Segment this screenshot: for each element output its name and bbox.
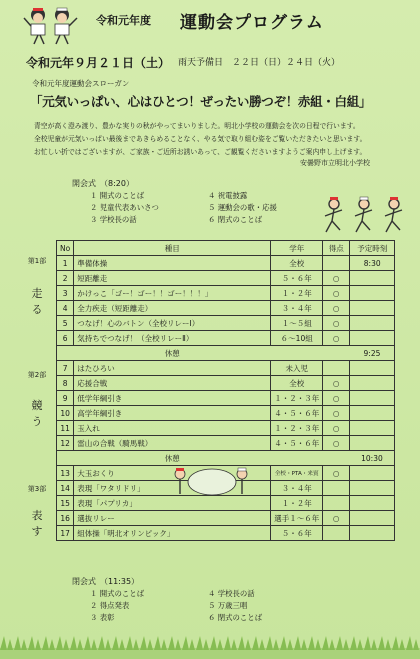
row-time [350,361,395,376]
row-time [350,421,395,436]
grass-tuft [392,636,405,650]
row-points: ○ [323,466,350,481]
break-no [57,451,74,466]
header-time: 予定時刻 [350,241,395,256]
row-grade: １・２・３年 [271,421,323,436]
row-no: 13 [57,466,74,481]
row-points: ○ [323,331,350,346]
row-grade: ５・６年 [271,526,323,541]
grass-tuft [42,636,55,650]
row-no: 4 [57,301,74,316]
break-no [57,346,74,361]
intro-line: 青空が高く澄み渡り、豊かな実りの秋がやってまいりました。明北小学校の運動会を次の日程で行います。 [34,122,360,130]
break-time: 9:25 [350,346,395,361]
row-points: ○ [323,301,350,316]
fiscal-year-label: 令和元年度 [96,14,151,27]
break-points [323,346,350,361]
row-time [350,286,395,301]
grass-tuft [126,636,139,650]
section-name-char: す [31,525,43,538]
row-points [323,361,350,376]
row-no: 11 [57,421,74,436]
row-points [323,256,350,271]
list-item: ３ 表彰 [90,613,115,622]
row-event: 組体操「明北オリンピック」 [74,526,271,541]
row-grade: ３・４年 [271,481,323,496]
grass-tuft [56,636,69,650]
table-row [57,391,395,406]
header-no: No [57,241,74,256]
list-item: ２ 児童代表あいさつ [90,203,159,212]
opening-items-right [208,190,277,226]
row-event: はたひろい [74,361,271,376]
row-time [350,526,395,541]
break-grade [271,346,323,361]
row-grade: ６〜10組 [271,331,323,346]
row-grade: ５・６年 [271,271,323,286]
row-points: ○ [323,511,350,526]
row-time [350,496,395,511]
row-points: ○ [323,316,350,331]
section-1 [22,256,52,318]
event-date: 令和元年９月２１日（土） [26,56,171,70]
break-label: 休憩 [74,346,271,361]
grass-tuft [84,636,97,650]
row-grade: 全校・PTA・来賓 [271,466,323,481]
page-title: 運動会プログラム [180,13,324,33]
table-row [57,421,395,436]
row-event: 選抜リレー [74,511,271,526]
row-event: つなげ！心のバトン（全校リレーⅠ） [74,316,271,331]
row-no: 9 [57,391,74,406]
row-no: 2 [57,271,74,286]
table-row [57,256,395,271]
row-time: 8:30 [350,256,395,271]
row-no: 1 [57,256,74,271]
section-name-char: う [31,415,43,428]
break-row [57,346,395,361]
section-part: 第2部 [27,371,47,379]
row-grade: ４・５・６年 [271,406,323,421]
row-time [350,481,395,496]
list-item: ４ 祝電披露 [208,191,248,200]
row-no: 7 [57,361,74,376]
intro-text [34,120,406,159]
row-grade: １・２年 [271,496,323,511]
children-cheering-icon [22,6,80,46]
row-points: ○ [323,436,350,451]
list-item: ５ 万歳三唱 [208,601,248,610]
table-header-row [57,241,395,256]
header-grade: 学年 [271,241,323,256]
row-event: 大玉おくり [74,466,271,481]
row-grade: ３・４年 [271,301,323,316]
section-name-char: る [31,303,43,316]
table-row [57,361,395,376]
row-grade: 全校 [271,376,323,391]
row-points: ○ [323,286,350,301]
table-row [57,331,395,346]
grass-border-icon [0,630,420,659]
break-label: 休憩 [74,451,271,466]
row-event: 表現「ワタリドリ」 [74,481,271,496]
grass-tuft [350,636,363,650]
table-row [57,511,395,526]
header-event: 種目 [74,241,271,256]
table-row [57,316,395,331]
row-time [350,466,395,481]
row-no: 12 [57,436,74,451]
grass-tuft [336,636,349,650]
table-row [57,286,395,301]
list-item: ６ 閉式のことば [208,215,263,224]
slogan: 「元気いっぱい、心はひとつ！ぜったい勝つぞ！赤組・白組」 [30,94,372,109]
break-points [323,451,350,466]
row-grade: １・２・３年 [271,391,323,406]
section-part: 第3部 [27,485,47,493]
row-event: 気持ちでつなげ！（全校リレーⅡ） [74,331,271,346]
slogan-label: 令和元年度運動会スローガン [32,79,130,88]
grass-tuft [238,636,251,650]
grass-tuft [28,636,41,650]
row-no: 6 [57,331,74,346]
grass-tuft [294,636,307,650]
grass-tuft [112,636,125,650]
grass-tuft [364,636,377,650]
table-row [57,526,395,541]
row-grade: 選手１〜６年 [271,511,323,526]
list-item: ５ 運動会の歌・応援 [208,203,277,212]
row-no: 14 [57,481,74,496]
row-grade: 全校 [271,256,323,271]
running-children-icon [322,196,412,236]
table-row [57,436,395,451]
table-row [57,301,395,316]
opening-ceremony-title: 開会式 （8:20） [72,179,134,188]
row-grade: １・２年 [271,286,323,301]
break-grade [271,451,323,466]
school-name: 安曇野市立明北小学校 [300,159,370,167]
list-item: ２ 得点発表 [90,601,130,610]
table-row [57,271,395,286]
grass-tuft [210,636,223,650]
grass-tuft [378,636,391,650]
grass-tuft [154,636,167,650]
section-part: 第1部 [27,257,47,265]
row-no: 17 [57,526,74,541]
list-item: ６ 閉式のことば [208,613,263,622]
section-name-char: 競 [31,399,43,412]
row-time [350,271,395,286]
row-event: 雷山の合戦（騎馬戦） [74,436,271,451]
row-event: 応援合戦 [74,376,271,391]
table-row [57,376,395,391]
grass-tuft [406,636,419,650]
grass-tuft [98,636,111,650]
row-no: 15 [57,496,74,511]
grass-tuft [308,636,321,650]
section-3 [22,484,52,540]
grass-tuft [182,636,195,650]
opening-items-left [90,190,159,226]
row-time [350,511,395,526]
grass-tuft [196,636,209,650]
row-time [350,391,395,406]
break-time: 10:30 [350,451,395,466]
row-grade: 未入児 [271,361,323,376]
row-points: ○ [323,376,350,391]
row-grade: ４・５・６年 [271,436,323,451]
row-no: 16 [57,511,74,526]
row-no: 5 [57,316,74,331]
grass-tuft [168,636,181,650]
row-points [323,526,350,541]
row-time [350,331,395,346]
row-event: 低学年綱引き [74,391,271,406]
list-item: ３ 学校長の話 [90,215,137,224]
grass-tuft [252,636,265,650]
row-time [350,406,395,421]
row-event: 全力疾走（短距離走） [74,301,271,316]
intro-line: お忙しい折ではございますが、ご家族・ご近所お誘いあって、ご観覧くださいますようご案内申し上げます。 [34,148,367,156]
row-points: ○ [323,391,350,406]
closing-items-left [90,588,144,624]
row-event: 表現「パプリカ」 [74,496,271,511]
row-points [323,496,350,511]
row-event: 準備体操 [74,256,271,271]
row-time [350,316,395,331]
grass-tuft [224,636,237,650]
row-no: 10 [57,406,74,421]
row-event: 短距離走 [74,271,271,286]
row-time [350,376,395,391]
row-points: ○ [323,271,350,286]
row-time [350,436,395,451]
grass-tuft [280,636,293,650]
list-item: １ 開式のことば [90,191,145,200]
row-event: 玉入れ [74,421,271,436]
grass-tuft [0,636,13,650]
grass-tuft [14,636,27,650]
table-row [57,496,395,511]
header-points: 得点 [323,241,350,256]
section-name-char: 走 [31,287,43,300]
rain-date: 雨天予備日 ２２日（日）２４日（火） [178,58,341,68]
closing-ceremony-title: 閉会式 （11:35） [72,577,140,586]
grass-tuft [140,636,153,650]
grass-tuft [266,636,279,650]
closing-items-right [208,588,262,624]
section-name-char: 表 [31,509,43,522]
section-2 [22,370,52,430]
intro-line: 全校児童が元気いっぱい最後まであきらめることなく、やる気で取り組む姿をご覧いただきたいと思います。 [34,135,367,143]
table-row [57,406,395,421]
row-event: 高学年綱引き [74,406,271,421]
row-event: かけっこ「ゴー！ゴー！！ゴー！！！」 [74,286,271,301]
row-no: 8 [57,376,74,391]
list-item: １ 開式のことば [90,589,145,598]
big-ball-relay-icon [172,462,250,496]
list-item: ４ 学校長の話 [208,589,255,598]
grass-tuft [70,636,83,650]
row-points [323,481,350,496]
row-grade: １〜５組 [271,316,323,331]
row-points: ○ [323,406,350,421]
row-time [350,301,395,316]
row-no: 3 [57,286,74,301]
row-points: ○ [323,421,350,436]
grass-tuft [322,636,335,650]
